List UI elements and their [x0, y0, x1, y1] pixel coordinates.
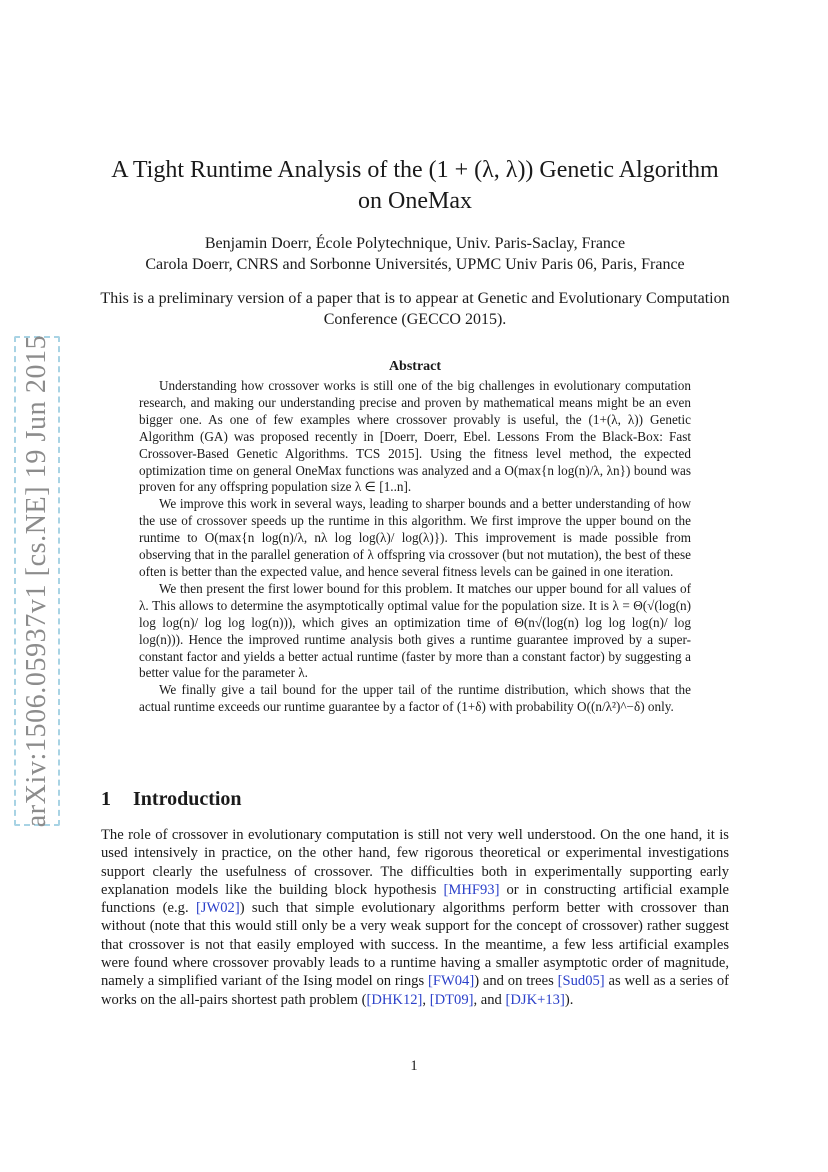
abstract-paragraph: We finally give a tail bound for the upper tail of the runtime distribution, which shows that the actual runtime exceeds our runtime guarantee by a factor of (1+δ) with probability O((n/λ²)^−δ) only. — [139, 682, 691, 715]
arxiv-stamp — [14, 336, 60, 826]
page-number: 1 — [410, 1058, 418, 1074]
body-text-segment: ) and on trees — [474, 973, 558, 990]
title-line-1: A Tight Runtime Analysis of the (1 + (λ, λ)) Genetic Algorithm — [111, 157, 719, 183]
citation-link[interactable]: [Sud05] — [557, 973, 605, 990]
abstract-heading: Abstract — [388, 359, 442, 374]
citation-link[interactable]: [DHK12] — [366, 991, 423, 1008]
citation-link[interactable]: [DT09] — [429, 991, 474, 1008]
introduction-paragraph — [101, 826, 729, 1009]
section-heading — [101, 788, 242, 811]
body-text-segment: , — [422, 991, 430, 1008]
introduction-body — [101, 826, 729, 1009]
body-text-segment: ) such that simple evolutionary algorithms perform better with crossover than without (note that this would still only be a very weak support for the concept of crossover) rather suggest that crossover is not that easily employed with success. In the meantime, a few less artificial examples were found where crossover provably leads to a runtime having a smaller asymptotic order of magnitude, namely a simplified variant of the Ising model on rings — [101, 900, 729, 990]
body-text-segment: as well as a series of works on the all-pairs shortest path problem ( — [101, 973, 729, 1008]
author-line: Carola Doerr, CNRS and Sorbonne Universités, UPMC Univ Paris 06, Paris, France — [145, 256, 685, 273]
citation-link[interactable]: [DJK+13] — [505, 991, 565, 1008]
citation-link[interactable]: [JW02] — [195, 900, 240, 917]
body-text-segment: ). — [564, 991, 574, 1008]
arxiv-stamp-text: arXiv:1506.05937v1 [cs.NE] 19 Jun 2015 — [21, 334, 52, 828]
section-number: 1 — [101, 788, 111, 810]
paper-title — [95, 155, 735, 217]
abstract-paragraph: We improve this work in several ways, leading to sharper bounds and a better understanding of how the use of crossover speeds up the runtime in this algorithm. We first improve the upper bound on the runtime to O(max{n log(n)/λ, nλ log log(λ)/ log(λ)}). This improvement is made possible from observing that in the parallel generation of λ offspring via crossover (but not mutation), the best of these often is better than the expected value, and hence several fitness levels can be gained in one iteration. — [139, 496, 691, 579]
preliminary-version-note: This is a preliminary version of a paper that is to appear at Genetic and Evolutionary Computation Conference (GECCO 2015). — [100, 290, 730, 328]
abstract-paragraph: We then present the first lower bound for this problem. It matches our upper bound for all values of λ. This allows to determine the asymptotically optimal value for the population size. It is λ = Θ(√(log(n) log log(n)/ log log log(n))), which gives an optimization time of Θ(n√(log(n) log log log(n)/ log log(n))). Hence the improved runtime analysis both gives a runtime guarantee improved by a super-constant factor and yields a better actual runtime (faster by more than a constant factor) by suggesting a better value for the parameter λ. — [139, 580, 691, 681]
abstract-body — [139, 378, 691, 716]
author-line: Benjamin Doerr, École Polytechnique, Univ. Paris-Saclay, France — [204, 235, 626, 252]
body-text-segment: , and — [473, 991, 506, 1008]
citation-link[interactable]: [FW04] — [427, 973, 475, 990]
section-title: Introduction — [133, 788, 242, 810]
abstract-paragraph: Understanding how crossover works is still one of the big challenges in evolutionary computation research, and making our understanding precise and proven by mathematical means might be an even bigger one. As one of few examples where crossover provably is useful, the (1+(λ, λ)) Genetic Algorithm (GA) was proposed recently in [Doerr, Doerr, Ebel. Lessons From the Black-Box: Fast Crossover-Based Genetic Algorithms. TCS 2015]. Using the fitness level method, the expected optimization time on general OneMax functions was analyzed and a O(max{n log(n)/λ, λn}) bound was proven for any offspring population size λ ∈ [1..n]. — [139, 378, 691, 495]
citation-link[interactable]: [MHF93] — [443, 881, 500, 898]
title-line-2: on OneMax — [358, 188, 472, 214]
body-text-segment: or in constructing artificial example functions (e.g. — [101, 881, 729, 917]
body-text-segment: The role of crossover in evolutionary computation is still not very well understood. On the one hand, it is used intensively in practice, on the other hand, few rigorous theoretical or experimental investigations support clearly the usefulness of crossover. The difficulties both in experimentally supporting early explanation models like the building block hypothesis — [101, 827, 729, 898]
author-block — [90, 233, 740, 275]
